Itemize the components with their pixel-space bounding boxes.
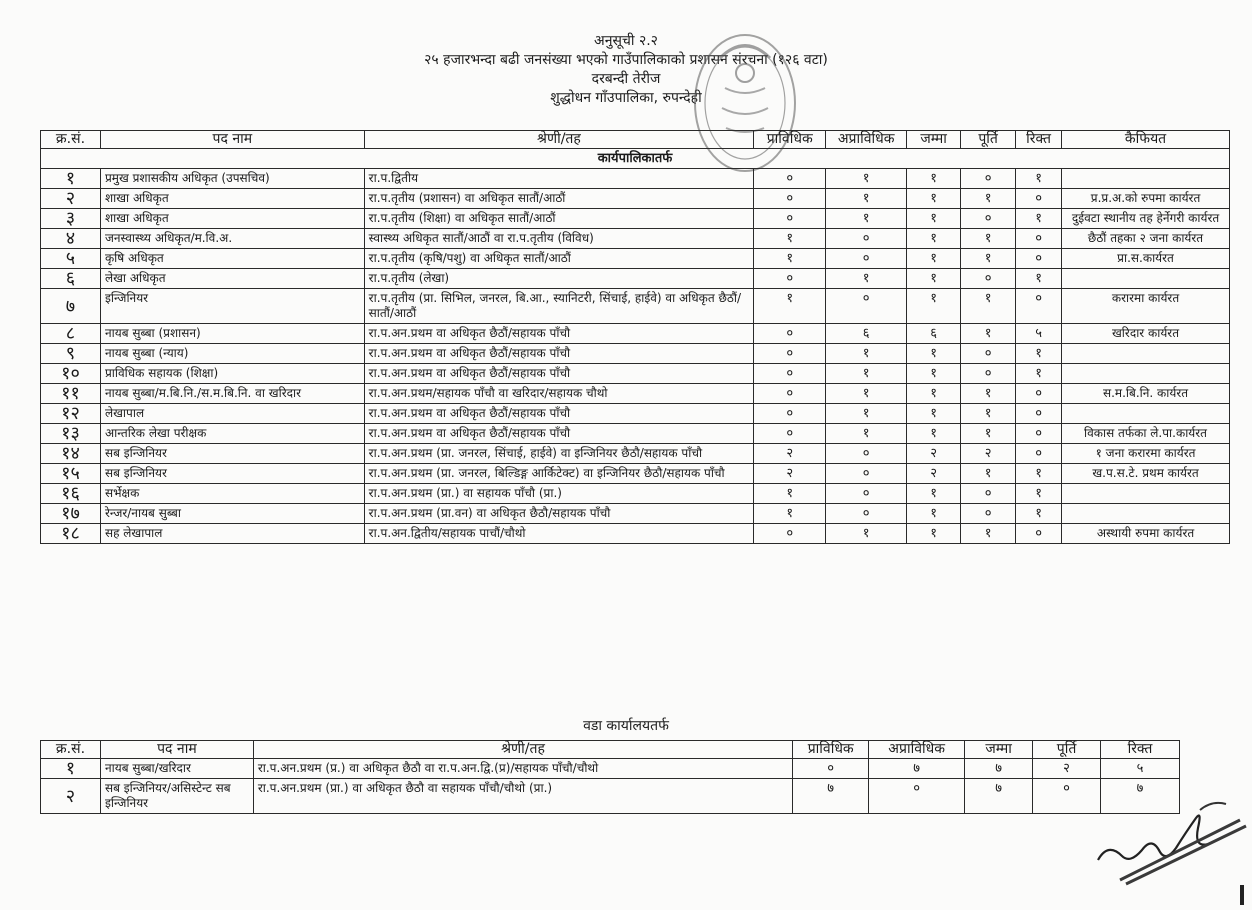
- serial-number: २: [41, 779, 101, 814]
- remarks: अस्थायी रुपमा कार्यरत: [1062, 524, 1230, 544]
- post-name: आन्तरिक लेखा परीक्षक: [100, 424, 364, 444]
- post-name: नायब सुब्बा/खरिदार: [100, 759, 253, 779]
- technical-count: १: [754, 484, 826, 504]
- table-header-row: [41, 131, 1230, 149]
- filled-count: १: [961, 384, 1016, 404]
- ward-staffing-table: [40, 740, 1180, 814]
- remarks: खरिदार कार्यरत: [1062, 324, 1230, 344]
- col-header-total: जम्मा: [907, 131, 961, 149]
- total-count: १: [907, 364, 961, 384]
- nontechnical-count: १: [826, 344, 907, 364]
- total-count: १: [907, 269, 961, 289]
- technical-count: १: [754, 289, 826, 324]
- document-header: [0, 32, 1252, 108]
- filled-count: २: [961, 444, 1016, 464]
- remarks: करारमा कार्यरत: [1062, 289, 1230, 324]
- filled-count: १: [961, 289, 1016, 324]
- serial-number: १२: [41, 404, 101, 424]
- table-row: [41, 324, 1230, 344]
- technical-count: १: [754, 249, 826, 269]
- grade-level: रा.प.अन.द्वितीय/सहायक पाचौं/चौथो: [364, 524, 754, 544]
- col-header-vacant: रिक्त: [1101, 741, 1180, 759]
- serial-number: ११: [41, 384, 101, 404]
- nontechnical-count: १: [826, 189, 907, 209]
- post-name: शाखा अधिकृत: [100, 209, 364, 229]
- post-name: जनस्वास्थ्य अधिकृत/म.वि.अ.: [100, 229, 364, 249]
- table-row: [41, 384, 1230, 404]
- technical-count: ७: [793, 779, 869, 814]
- table-row: [41, 524, 1230, 544]
- remarks: दुईवटा स्थानीय तह हेर्नेगरी कार्यरत: [1062, 209, 1230, 229]
- serial-number: १५: [41, 464, 101, 484]
- total-count: ७: [965, 779, 1033, 814]
- grade-level: रा.प.अन.प्रथम (प्रा.वन) वा अधिकृत छैठौ/सहायक पाँचौ: [364, 504, 754, 524]
- vacant-count: ०: [1016, 384, 1062, 404]
- serial-number: ६: [41, 269, 101, 289]
- remarks: विकास तर्फका ले.पा.कार्यरत: [1062, 424, 1230, 444]
- nontechnical-count: ६: [826, 324, 907, 344]
- col-header-filled: पूर्ति: [961, 131, 1016, 149]
- vacant-count: १: [1016, 484, 1062, 504]
- nontechnical-count: ०: [869, 779, 965, 814]
- nontechnical-count: ०: [826, 444, 907, 464]
- col-header-grade: श्रेणी/तह: [253, 741, 792, 759]
- post-name: सह लेखापाल: [100, 524, 364, 544]
- page-edge-mark: [1240, 885, 1244, 905]
- nontechnical-count: ०: [826, 249, 907, 269]
- nontechnical-count: १: [826, 424, 907, 444]
- executive-staffing-table: [40, 130, 1230, 544]
- vacant-count: ०: [1016, 229, 1062, 249]
- total-count: १: [907, 384, 961, 404]
- filled-count: १: [961, 524, 1016, 544]
- remarks: [1062, 269, 1230, 289]
- vacant-count: १: [1016, 269, 1062, 289]
- section-row: [41, 149, 1230, 169]
- grade-level: रा.प.द्वितीय: [364, 169, 754, 189]
- table-row: [41, 484, 1230, 504]
- serial-number: १: [41, 169, 101, 189]
- remarks: [1062, 344, 1230, 364]
- table-header-row: [41, 741, 1180, 759]
- technical-count: ०: [754, 344, 826, 364]
- col-header-remarks: कैफियत: [1062, 131, 1230, 149]
- total-count: १: [907, 249, 961, 269]
- total-count: १: [907, 344, 961, 364]
- technical-count: १: [754, 229, 826, 249]
- technical-count: ०: [754, 209, 826, 229]
- post-name: लेखापाल: [100, 404, 364, 424]
- vacant-count: १: [1016, 169, 1062, 189]
- vacant-count: ५: [1016, 324, 1062, 344]
- post-name: कृषि अधिकृत: [100, 249, 364, 269]
- filled-count: ०: [1033, 779, 1101, 814]
- filled-count: २: [1033, 759, 1101, 779]
- filled-count: ०: [961, 504, 1016, 524]
- col-header-post: पद नाम: [100, 131, 364, 149]
- serial-number: १७: [41, 504, 101, 524]
- grade-level: रा.प.अन.प्रथम वा अधिकृत छैठौं/सहायक पाँचौ: [364, 324, 754, 344]
- grade-level: रा.प.अन.प्रथम (प्रा.) वा सहायक पाँचौ (प्रा.): [364, 484, 754, 504]
- table-row: [41, 209, 1230, 229]
- vacant-count: १: [1016, 364, 1062, 384]
- filled-count: १: [961, 229, 1016, 249]
- technical-count: ०: [754, 189, 826, 209]
- table-row: [41, 444, 1230, 464]
- remarks: [1062, 404, 1230, 424]
- filled-count: ०: [961, 269, 1016, 289]
- total-count: १: [907, 404, 961, 424]
- table-row: [41, 249, 1230, 269]
- vacant-count: १: [1016, 504, 1062, 524]
- technical-count: ०: [754, 524, 826, 544]
- remarks: प्रा.स.कार्यरत: [1062, 249, 1230, 269]
- nontechnical-count: १: [826, 169, 907, 189]
- serial-number: ५: [41, 249, 101, 269]
- nontechnical-count: १: [826, 524, 907, 544]
- document-title: २५ हजारभन्दा बढी जनसंख्या भएको गाउँपालिकाको प्रशासन संरचना (१२६ वटा): [424, 52, 828, 68]
- post-name: लेखा अधिकृत: [100, 269, 364, 289]
- vacant-count: ०: [1016, 424, 1062, 444]
- grade-level: रा.प.तृतीय (कृषि/पशु) वा अधिकृत सातौं/आठौं: [364, 249, 754, 269]
- technical-count: ०: [754, 424, 826, 444]
- vacant-count: ०: [1016, 444, 1062, 464]
- post-name: सर्भेक्षक: [100, 484, 364, 504]
- grade-level: रा.प.अन.प्रथम (प्र.) वा अधिकृत छैठौ वा रा.प.अन.द्वि.(प्र)/सहायक पाँचौ/चौथो: [253, 759, 792, 779]
- post-name: नायब सुब्बा (प्रशासन): [100, 324, 364, 344]
- total-count: १: [907, 484, 961, 504]
- technical-count: ०: [793, 759, 869, 779]
- filled-count: ०: [961, 484, 1016, 504]
- table-row: [41, 289, 1230, 324]
- col-header-nontechnical: अप्राविधिक: [826, 131, 907, 149]
- total-count: १: [907, 524, 961, 544]
- post-name: नायब सुब्बा (न्याय): [100, 344, 364, 364]
- remarks: स.म.बि.नि. कार्यरत: [1062, 384, 1230, 404]
- technical-count: ०: [754, 324, 826, 344]
- serial-number: १६: [41, 484, 101, 504]
- grade-level: रा.प.अन.प्रथम/सहायक पाँचौ वा खरिदार/सहायक चौथो: [364, 384, 754, 404]
- remarks: [1062, 364, 1230, 384]
- post-name: सब इन्जिनियर/असिस्टेन्ट सब इन्जिनियर: [100, 779, 253, 814]
- nontechnical-count: ०: [826, 464, 907, 484]
- filled-count: ०: [961, 169, 1016, 189]
- remarks: [1062, 169, 1230, 189]
- post-name: सब इन्जिनियर: [100, 444, 364, 464]
- total-count: १: [907, 229, 961, 249]
- serial-number: १०: [41, 364, 101, 384]
- total-count: ७: [965, 759, 1033, 779]
- col-header-total: जम्मा: [965, 741, 1033, 759]
- grade-level: रा.प.अन.प्रथम वा अधिकृत छैठौं/सहायक पाँचौ: [364, 344, 754, 364]
- nontechnical-count: ७: [869, 759, 965, 779]
- ward-section-title: वडा कार्यालयतर्फ: [583, 718, 669, 734]
- table-row: [41, 169, 1230, 189]
- col-header-sn: क्र.सं.: [41, 741, 101, 759]
- nontechnical-count: ०: [826, 289, 907, 324]
- table-row: [41, 364, 1230, 384]
- serial-number: २: [41, 189, 101, 209]
- grade-level: रा.प.अन.प्रथम (प्रा.) वा अधिकृत छैठौ वा सहायक पाँचौ/चौथो (प्रा.): [253, 779, 792, 814]
- serial-number: ३: [41, 209, 101, 229]
- filled-count: १: [961, 249, 1016, 269]
- filled-count: ०: [961, 209, 1016, 229]
- filled-count: १: [961, 424, 1016, 444]
- grade-level: स्वास्थ्य अधिकृत सातौं/आठौं वा रा.प.तृतीय (विविध): [364, 229, 754, 249]
- total-count: २: [907, 444, 961, 464]
- municipality-name: शुद्धोधन गाँउपालिका, रुपन्देही: [550, 90, 702, 106]
- col-header-vacant: रिक्त: [1016, 131, 1062, 149]
- serial-number: १४: [41, 444, 101, 464]
- filled-count: १: [961, 189, 1016, 209]
- filled-count: १: [961, 404, 1016, 424]
- technical-count: ०: [754, 169, 826, 189]
- table-row: [41, 424, 1230, 444]
- technical-count: ०: [754, 404, 826, 424]
- vacant-count: ५: [1101, 759, 1180, 779]
- nontechnical-count: १: [826, 364, 907, 384]
- col-header-post: पद नाम: [100, 741, 253, 759]
- technical-count: २: [754, 444, 826, 464]
- total-count: १: [907, 169, 961, 189]
- post-name: सब इन्जिनियर: [100, 464, 364, 484]
- total-count: १: [907, 504, 961, 524]
- vacant-count: ०: [1016, 189, 1062, 209]
- filled-count: ०: [961, 364, 1016, 384]
- total-count: १: [907, 289, 961, 324]
- serial-number: १८: [41, 524, 101, 544]
- serial-number: १३: [41, 424, 101, 444]
- table-row: [41, 759, 1180, 779]
- table-row: [41, 504, 1230, 524]
- vacant-count: ७: [1101, 779, 1180, 814]
- post-name: शाखा अधिकृत: [100, 189, 364, 209]
- total-count: १: [907, 209, 961, 229]
- filled-count: ०: [961, 344, 1016, 364]
- col-header-sn: क्र.सं.: [41, 131, 101, 149]
- section-title: कार्यपालिकातर्फ: [41, 149, 1230, 169]
- remarks: [1062, 504, 1230, 524]
- post-name: नायब सुब्बा/म.बि.नि./स.म.बि.नि. वा खरिदार: [100, 384, 364, 404]
- col-header-nontechnical: अप्राविधिक: [869, 741, 965, 759]
- grade-level: रा.प.अन.प्रथम (प्रा. जनरल, बिल्डिङ्ग आर्किटेक्ट) वा इन्जिनियर छैठौ/सहायक पाँचौ: [364, 464, 754, 484]
- col-header-technical: प्राविधिक: [754, 131, 826, 149]
- filled-count: १: [961, 464, 1016, 484]
- post-name: रेन्जर/नायब सुब्बा: [100, 504, 364, 524]
- post-name: प्रमुख प्रशासकीय अधिकृत (उपसचिव): [100, 169, 364, 189]
- table-row: [41, 189, 1230, 209]
- serial-number: ७: [41, 289, 101, 324]
- nontechnical-count: ०: [826, 484, 907, 504]
- remarks: [1062, 484, 1230, 504]
- technical-count: ०: [754, 384, 826, 404]
- table-row: [41, 404, 1230, 424]
- nontechnical-count: १: [826, 404, 907, 424]
- nontechnical-count: ०: [826, 504, 907, 524]
- grade-level: रा.प.अन.प्रथम (प्रा. जनरल, सिंचाई, हाईवे) वा इन्जिनियर छैठौ/सहायक पाँचौ: [364, 444, 754, 464]
- col-header-filled: पूर्ति: [1033, 741, 1101, 759]
- nontechnical-count: १: [826, 384, 907, 404]
- table-row: [41, 779, 1180, 814]
- vacant-count: ०: [1016, 249, 1062, 269]
- col-header-technical: प्राविधिक: [793, 741, 869, 759]
- post-name: प्राविधिक सहायक (शिक्षा): [100, 364, 364, 384]
- vacant-count: १: [1016, 344, 1062, 364]
- grade-level: रा.प.अन.प्रथम वा अधिकृत छैठौं/सहायक पाँचौ: [364, 404, 754, 424]
- technical-count: १: [754, 504, 826, 524]
- technical-count: ०: [754, 364, 826, 384]
- grade-level: रा.प.तृतीय (प्रा. सिभिल, जनरल, बि.आ., स्यानिटरी, सिंचाई, हाईवे) वा अधिकृत छैठौं/सातौं/आठौं: [364, 289, 754, 324]
- remarks: छैठौं तहका २ जना कार्यरत: [1062, 229, 1230, 249]
- remarks: १ जना करारमा कार्यरत: [1062, 444, 1230, 464]
- table-row: [41, 464, 1230, 484]
- filled-count: १: [961, 324, 1016, 344]
- technical-count: २: [754, 464, 826, 484]
- vacant-count: ०: [1016, 404, 1062, 424]
- grade-level: रा.प.अन.प्रथम वा अधिकृत छैठौं/सहायक पाँचौ: [364, 424, 754, 444]
- total-count: ६: [907, 324, 961, 344]
- table-row: [41, 269, 1230, 289]
- schedule-number: अनुसूची २.२: [594, 33, 658, 49]
- document-subtitle: दरबन्दी तेरीज: [591, 71, 661, 87]
- total-count: २: [907, 464, 961, 484]
- total-count: १: [907, 424, 961, 444]
- total-count: १: [907, 189, 961, 209]
- table-row: [41, 344, 1230, 364]
- nontechnical-count: १: [826, 269, 907, 289]
- serial-number: १: [41, 759, 101, 779]
- nontechnical-count: १: [826, 209, 907, 229]
- remarks: प्र.प्र.अ.को रुपमा कार्यरत: [1062, 189, 1230, 209]
- grade-level: रा.प.तृतीय (लेखा): [364, 269, 754, 289]
- serial-number: ८: [41, 324, 101, 344]
- vacant-count: ०: [1016, 524, 1062, 544]
- nontechnical-count: ०: [826, 229, 907, 249]
- technical-count: ०: [754, 269, 826, 289]
- vacant-count: ०: [1016, 289, 1062, 324]
- grade-level: रा.प.तृतीय (शिक्षा) वा अधिकृत सातौं/आठौं: [364, 209, 754, 229]
- serial-number: ४: [41, 229, 101, 249]
- remarks: ख.प.स.टे. प्रथम कार्यरत: [1062, 464, 1230, 484]
- table-row: [41, 229, 1230, 249]
- col-header-grade: श्रेणी/तह: [364, 131, 754, 149]
- grade-level: रा.प.अन.प्रथम वा अधिकृत छैठौं/सहायक पाँचौ: [364, 364, 754, 384]
- grade-level: रा.प.तृतीय (प्रशासन) वा अधिकृत सातौं/आठौं: [364, 189, 754, 209]
- vacant-count: १: [1016, 209, 1062, 229]
- vacant-count: १: [1016, 464, 1062, 484]
- serial-number: ९: [41, 344, 101, 364]
- post-name: इन्जिनियर: [100, 289, 364, 324]
